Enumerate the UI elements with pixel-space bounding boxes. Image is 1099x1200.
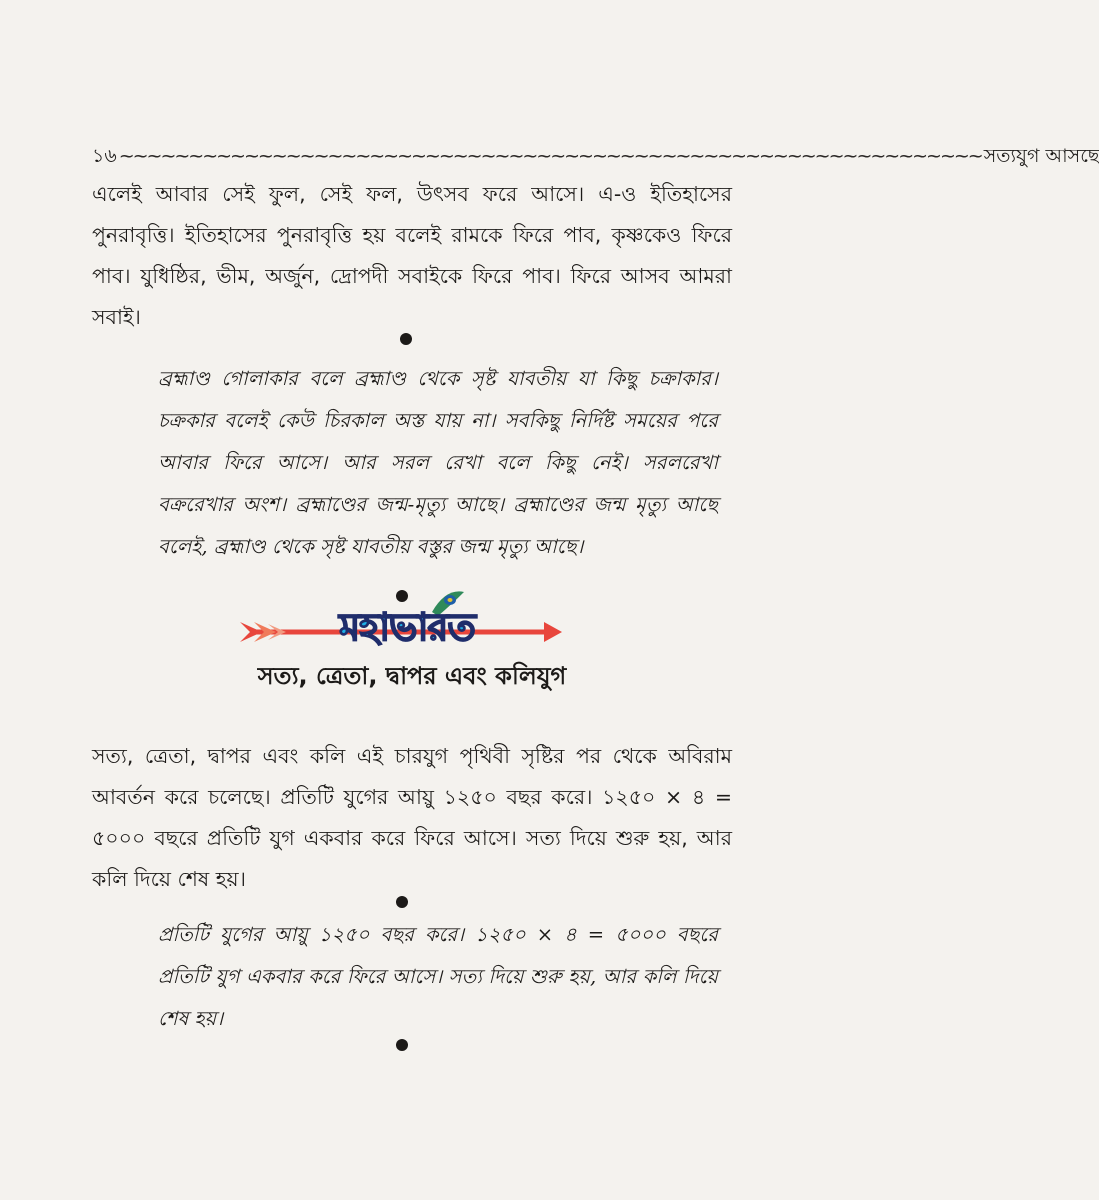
book-title: সত্যযুগ আসছে xyxy=(983,145,1099,167)
section-dot-1 xyxy=(400,333,412,345)
paragraph-1: এলেই আবার সেই ফুল, সেই ফল, উৎসব ফরে আসে। এ-ও ইতিহাসের পুনরাবৃত্তি। ইতিহাসের পুনরাবৃত্তি হয় বলেই রামকে ফিরে পাব, কৃষ্ণকেও ফিরে পাব। যুধিষ্ঠির, ভীম, অর্জুন, দ্রোপদী সবাইকে ফিরে পাব। ফিরে আসব আমরা সবাই। xyxy=(92,182,732,329)
quote-block-2: প্রতিটি যুগের আয়ু ১২৫০ বছর করে। ১২৫০ × ৪ = ৫০০০ বছরে প্রতিটি যুগ একবার করে ফিরে আসে। সত্য দিয়ে শুরু হয়, আর কলি দিয়ে শেষ হয়। xyxy=(158,923,718,1030)
section-title: সত্য, ত্রেতা, দ্বাপর এবং কলিযুগ xyxy=(257,662,567,690)
section-dot-4 xyxy=(396,1039,408,1051)
quote-block-1: ব্রহ্মাণ্ড গোলাকার বলে ব্রহ্মাণ্ড থেকে সৃষ্ট যাবতীয় যা কিছু চক্রাকার। চক্রকার বলেই কেউ চিরকাল অস্ত যায় না। সবকিছু নির্দিষ্ট সময়ের পরে আবার ফিরে আসে। আর সরল রেখা বলে কিছু নেই। সরলরেখা বক্ররেখার অংশ। ব্রহ্মাণ্ডের জন্ম-মৃত্যু আছে। ব্রহ্মাণ্ডের জন্ম মৃত্যু আছে বলেই, ব্রহ্মাণ্ড থেকে সৃষ্ট যাবতীয় বস্তুর জন্ম মৃত্যু আছে। xyxy=(158,367,718,558)
running-header xyxy=(92,142,1099,172)
section-dot-3 xyxy=(396,896,408,908)
page-number: ১৬ xyxy=(92,145,117,167)
paragraph-2: সত্য, ত্রেতা, দ্বাপর এবং কলি এই চারযুগ পৃথিবী সৃষ্টির পর থেকে অবিরাম আবর্তন করে চলেছে। প্রতিটি যুগের আয়ু ১২৫০ বছর করে। ১২৫০ × ৪ = ৫০০০ বছরে প্রতিটি যুগ একবার করে ফিরে আসে। সত্য দিয়ে শুরু হয়, আর কলি দিয়ে শেষ হয়। xyxy=(92,744,732,891)
header-tilde-rule: ~~~~~~~~~~~~~~~~~~~~~~~~~~~~~~~~~~~~~~~~~~~~~~~~~~~~~~~~~~~~~~ xyxy=(118,145,982,167)
watermark-text: মহাভারত xyxy=(339,605,475,649)
